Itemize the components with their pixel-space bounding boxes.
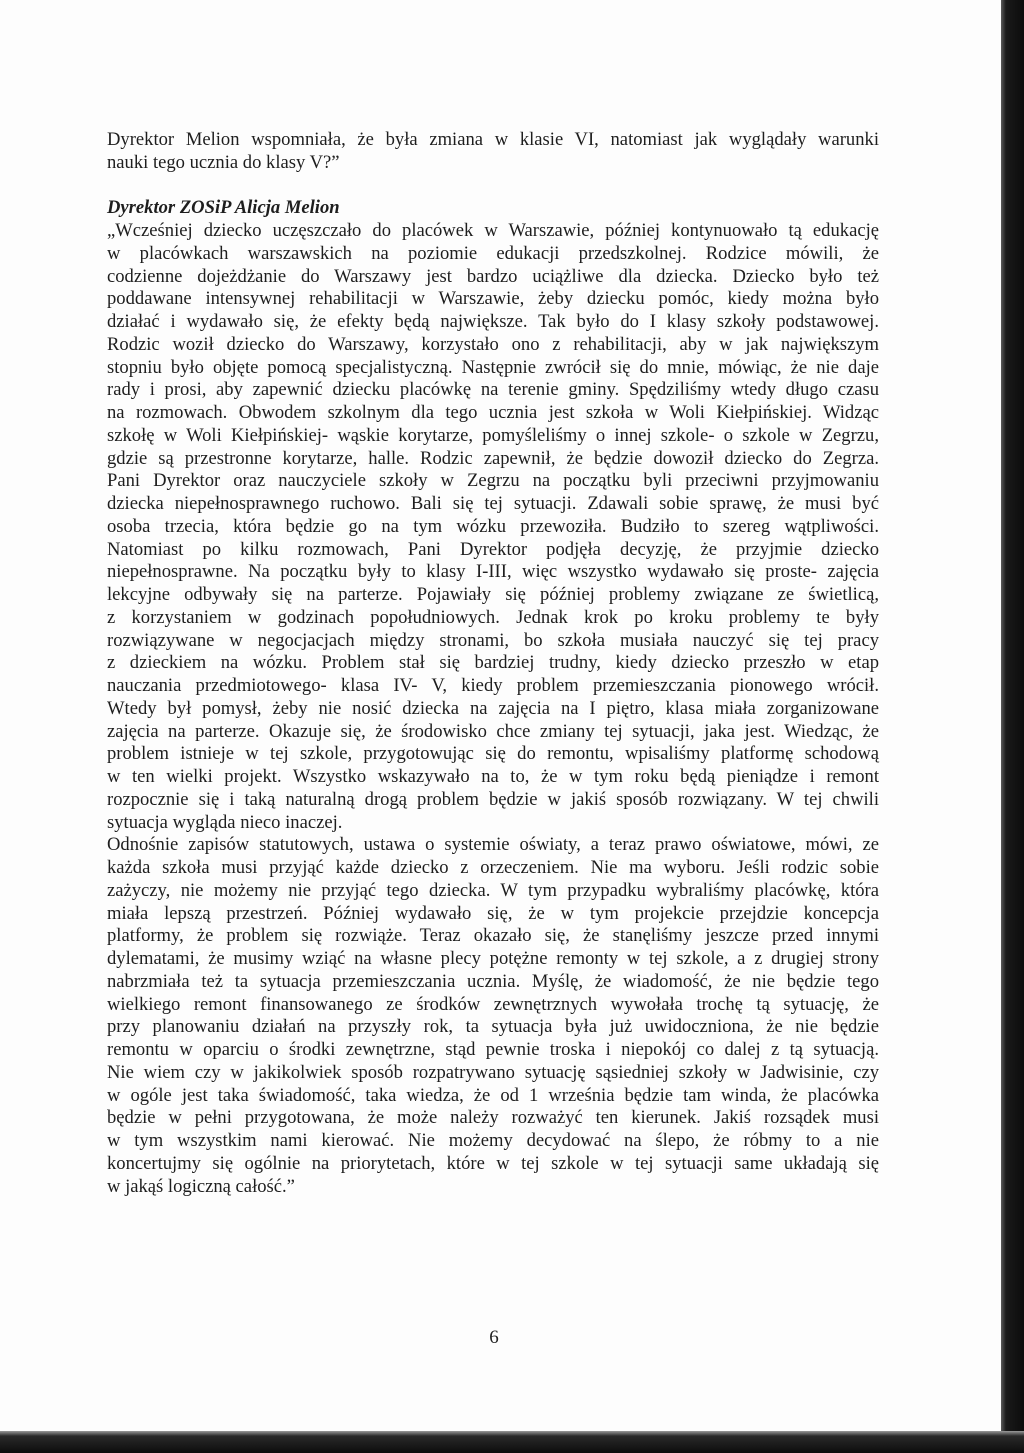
text-line: platformy, że problem się rozwiąże. Teraz okazało się, że stanęliśmy jeszcze przed innymi	[107, 925, 879, 947]
text-line: lekcyjne odbywały się na parterze. Pojawiały się później problemy związane ze świetlicą,	[107, 584, 879, 605]
text-line: poddawane intensywnej rehabilitacji w Warszawie, żeby dziecku pomóc, kiedy można było	[107, 288, 879, 310]
text-line: stopniu było objęte pomocą specjalistyczną. Następnie zwrócił się do mnie, mówiąc, że nie daje	[107, 356, 879, 378]
text-line: w ogóle jest taka świadomość, taka wiedza, że od 1 września będzie tam winda, że placówka	[107, 1084, 879, 1106]
text-line: rozwiązywane w negocjacjach między stronami, bo szkoła musiała nauczyć się tej pracy	[107, 629, 879, 651]
text-line: zajęcia na parterze. Okazuje się, że środowisko chce zmiany tej sytuacji, jaka jest. Wiedząc, że	[107, 720, 879, 742]
text-line: w jakąś logiczną całość.”	[107, 1175, 295, 1197]
text-line: remontu w oparciu o środki zewnętrzne, stąd pewnie troska i niepokój co dalej z tą sytuacją.	[107, 1039, 879, 1060]
quote-paragraph	[107, 220, 879, 1198]
text-line: Dyrektor Melion wspomniała, że była zmiana w klasie VI, natomiast jak wyglądały warunki	[107, 129, 879, 150]
text-line: wielkiego remont finansowanego ze środków zewnętrznych wywołała trochę tą sytuację, że	[107, 993, 879, 1015]
text-line: każda szkoła musi przyjąć każde dziecko z orzeczeniem. Nie ma wyboru. Jeśli rodzic sobie	[107, 857, 879, 878]
text-line: Wtedy był pomysł, żeby nie nosić dziecka na zajęcia na I piętro, klasa miała zorganizowane	[107, 697, 879, 719]
text-line: rady i prosi, aby zapewnić dziecku placówkę na terenie gminy. Spędziliśmy wtedy długo czasu	[107, 379, 879, 401]
paragraph-gap	[107, 175, 879, 198]
text-line: w placówkach warszawskich na poziomie edukacji przedszkolnej. Rodzice mówili, że	[107, 242, 879, 264]
text-line: Odnośnie zapisów statutowych, ustawa o systemie oświaty, a teraz prawo oświatowe, mówi, ze	[107, 834, 879, 856]
text-line: „Wcześniej dziecko uczęszczało do placówek w Warszawie, później kontynuowało tą edukację	[107, 220, 879, 241]
text-line: nauczania przedmiotowego- klasa IV- V, kiedy problem przemieszczania pionowego wrócił.	[107, 675, 879, 696]
text-line: działać i wydawało się, że efekty będą największe. Tak było do I klasy szkoły podstawowej.	[107, 311, 879, 332]
text-line: zażyczy, nie możemy nie przyjąć tego dziecka. W tym przypadku wybraliśmy placówkę, która	[107, 879, 879, 901]
text-line: osoba trzecia, która będzie go na tym wózku przewoziła. Budziło to szereg wątpliwości.	[107, 515, 879, 537]
text-line: miała lepszą przestrzeń. Później wydawało się, że w tym projekcie przejdzie koncepcja	[107, 902, 879, 924]
text-line: dylematami, że musimy wziąć na własne plecy potężne remonty w tej szkole, a z drugiej strony	[107, 948, 879, 969]
speaker-heading	[107, 197, 879, 220]
scan-edge-right	[1001, 0, 1024, 1453]
text-line: z korzystaniem w godzinach popołudniowych. Jednak krok po kroku problemy te były	[107, 606, 879, 628]
text-line: koncertujmy się ogólnie na priorytetach, które w tej szkole w tej sytuacji same układają się	[107, 1152, 879, 1174]
text-line: nauki tego ucznia do klasy V?”	[107, 151, 340, 173]
scan-edge-bottom	[0, 1431, 1024, 1453]
text-line: rozpocznie się i taką naturalną drogą problem będzie w jakiś sposób rozwiązany. W tej chwili	[107, 788, 879, 810]
text-line: będzie w pełni przygotowana, że może należy rozważyć ten kierunek. Jakiś rozsądek musi	[107, 1107, 879, 1129]
text-line: szkołę w Woli Kiełpińskiej- wąskie korytarze, pomyśleliśmy o innej szkole- o szkole w Zegrzu,	[107, 424, 879, 446]
text-line: gdzie są przestronne korytarze, halle. Rodzic zapewnił, że będzie dowoził dziecko do Zegrza.	[107, 447, 879, 469]
text-line: przy planowaniu działań na przyszły rok, ta sytuacja była już uwidoczniona, że nie będzie	[107, 1016, 879, 1038]
text-line: z dzieckiem na wózku. Problem stał się bardziej trudny, kiedy dziecko przeszło w etap	[107, 652, 879, 674]
text-line: Natomiast po kilku rozmowach, Pani Dyrektor podjęła decyzję, że przyjmie dziecko	[107, 538, 879, 560]
text-line: Nie wiem czy w jakikolwiek sposób rozpatrywano sytuację sąsiedniej szkoły w Jadwisinie, czy	[107, 1061, 879, 1083]
text-line: dziecka niepełnosprawnego ruchowo. Bali się tej sytuacji. Zdawali sobie sprawę, że musi być	[107, 493, 879, 514]
text-line: w ten wielki projekt. Wszystko wskazywało na to, że w tym roku będą pieniądze i remont	[107, 766, 879, 787]
text-line: Rodzic woził dziecko do Warszawy, korzystało ono z rehabilitacji, aby w jak największym	[107, 333, 879, 355]
text-line: w tym wszystkim nami kierować. Nie możemy decydować na ślepo, że róbmy to a nie	[107, 1130, 879, 1151]
intro-paragraph	[107, 129, 879, 175]
document-body	[107, 129, 879, 1198]
text-line: Pani Dyrektor oraz nauczyciele szkoły w Zegrzu na początku byli przeciwni przyjmowaniu	[107, 470, 879, 492]
text-line: codzienne dojeżdżanie do Warszawy jest bardzo uciążliwe dla dziecka. Dziecko było też	[107, 265, 879, 287]
text-line: na rozmowach. Obwodem szkolnym dla tego ucznia jest szkoła w Woli Kiełpińskiej. Widząc	[107, 402, 879, 423]
text-line: niepełnosprawne. Na początku były to klasy I-III, więc wszystko wydawało się proste- zajęcia	[107, 561, 879, 583]
text-line: nabrzmiała też ta sytuacja przemieszczania ucznia. Myślę, że wiadomość, że nie będzie tego	[107, 970, 879, 992]
text-line: sytuacja wygląda nieco inaczej.	[107, 811, 343, 833]
speaker-name: Dyrektor ZOSiP Alicja Melion	[107, 197, 340, 219]
page-number: 6	[489, 1327, 499, 1348]
text-line: problem istnieje w tej szkole, przygotowując się do remontu, wpisaliśmy platformę schodową	[107, 743, 879, 765]
